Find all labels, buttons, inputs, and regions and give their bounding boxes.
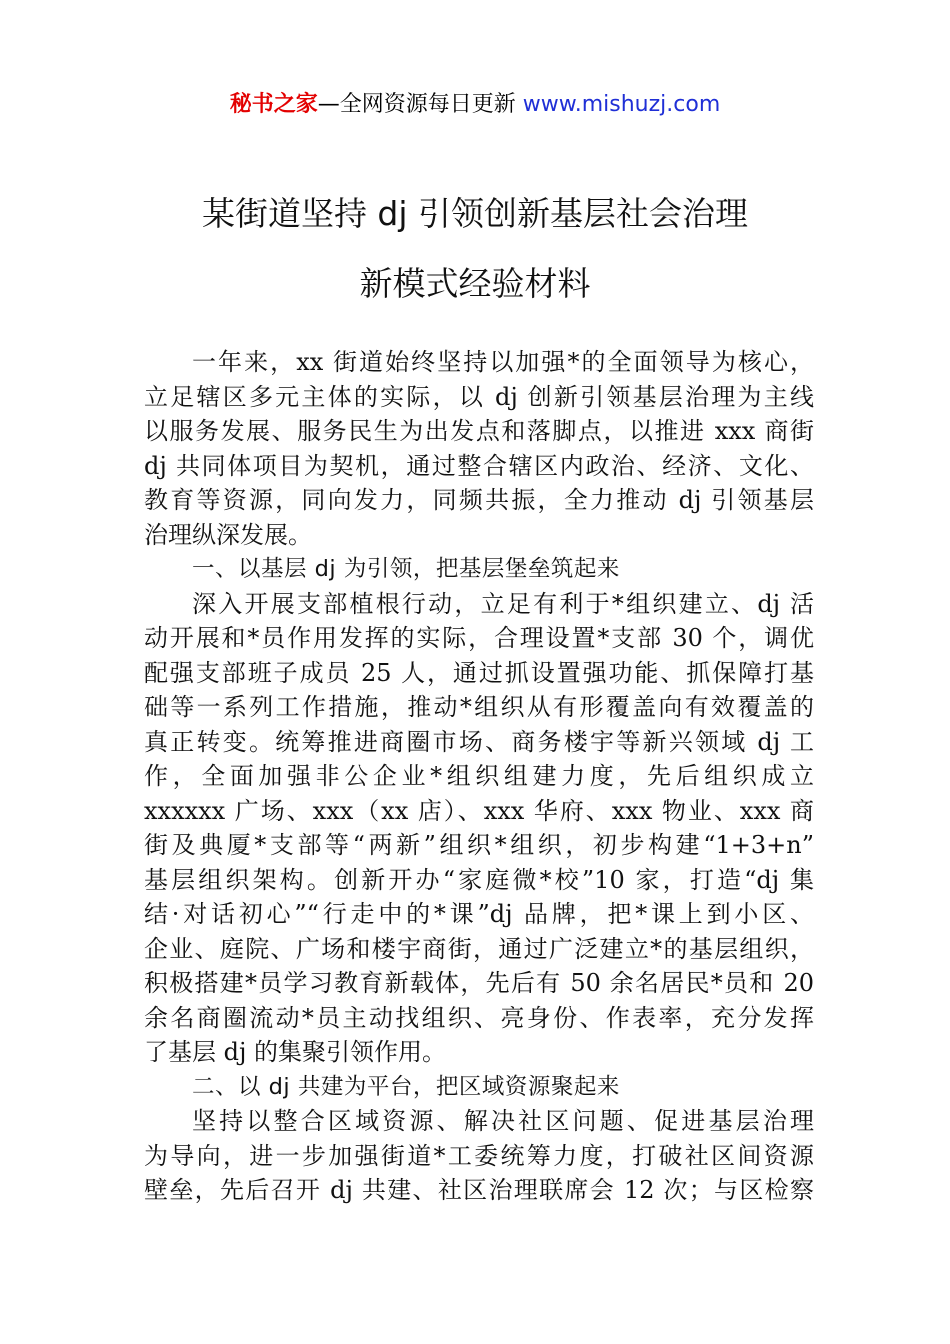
paragraph-line: 坚持以整合区域资源、解决社区问题、促进基层治理 bbox=[192, 1107, 814, 1135]
paragraph-line: dj 共同体项目为契机，通过整合辖区内政治、经济、文化、 bbox=[144, 451, 814, 480]
document-title-line-1: 某街道坚持 dj 引领创新基层社会治理 bbox=[201, 194, 749, 233]
paragraph-line: xxxxxx 广场、xxx（xx 店）、xxx 华府、xxx 物业、xxx 商 bbox=[144, 796, 814, 825]
site-banner bbox=[0, 88, 950, 122]
paragraph-line: 了基层 dj 的集聚引领作用。 bbox=[144, 1038, 447, 1066]
paragraph-line: 础等一系列工作措施，推动*组织从有形覆盖向有效覆盖的 bbox=[144, 693, 814, 721]
banner-tagline: —全网资源每日更新 bbox=[317, 92, 523, 117]
paragraph-line: 企业、庭院、广场和楼宇商街，通过广泛建立*的基层组织， bbox=[144, 934, 814, 963]
paragraph-line: 动开展和*员作用发挥的实际，合理设置*支部 30 个，调优 bbox=[144, 624, 814, 652]
paragraph-line: 为导向，进一步加强街道*工委统筹力度，打破社区间资源 bbox=[144, 1141, 814, 1170]
paragraph-line: 余名商圈流动*员主动找组织、亮身份、作表率，充分发挥 bbox=[144, 1003, 814, 1032]
paragraph-line: 以服务发展、服务民生为出发点和落脚点，以推进 xxx 商街 bbox=[144, 417, 814, 445]
paragraph-line: 作，全面加强非公企业*组织组建力度，先后组织成立 bbox=[144, 762, 814, 790]
paragraph-line: 配强支部班子成员 25 人，通过抓设置强功能、抓保障打基 bbox=[144, 658, 814, 687]
paragraph-line: 壁垒，先后召开 dj 共建、社区治理联席会 12 次；与区检察 bbox=[144, 1176, 814, 1204]
paragraph-line: 真正转变。统筹推进商圈市场、商务楼宇等新兴领域 dj 工 bbox=[144, 727, 814, 756]
paragraph-line: 结·对话初心”“行走中的*课”dj 品牌，把*课上到小区、 bbox=[144, 900, 814, 928]
paragraph-line: 街及典厦*支部等“两新”组织*组织，初步构建“1+3+n” bbox=[144, 831, 814, 859]
document-body bbox=[144, 345, 814, 1208]
paragraph-line: 积极搭建*员学习教育新载体，先后有 50 余名居民*员和 20 bbox=[144, 969, 814, 997]
paragraph-line: 立足辖区多元主体的实际，以 dj 创新引领基层治理为主线 bbox=[144, 382, 814, 411]
paragraph-line: 教育等资源，同向发力，同频共振，全力推动 dj 引领基层 bbox=[144, 486, 814, 514]
document-title-line-2: 新模式经验材料 bbox=[359, 264, 591, 303]
banner-brand: 秘书之家 bbox=[229, 92, 318, 117]
banner-url[interactable]: www.mishuzj.com bbox=[522, 92, 721, 117]
paragraph-line: 治理纵深发展。 bbox=[144, 520, 312, 549]
section-heading-1: 一、以基层 dj 为引领，把基层堡垒筑起来 bbox=[192, 556, 620, 582]
paragraph-line: 一年来，xx 街道始终坚持以加强*的全面领导为核心， bbox=[192, 348, 814, 376]
paragraph-line: 基层组织架构。创新开办“家庭微*校”10 家，打造“dj 集 bbox=[144, 865, 814, 894]
section-heading-2: 二、以 dj 共建为平台，把区域资源聚起来 bbox=[192, 1073, 620, 1100]
paragraph-line: 深入开展支部植根行动，立足有利于*组织建立、dj 活 bbox=[192, 589, 814, 618]
